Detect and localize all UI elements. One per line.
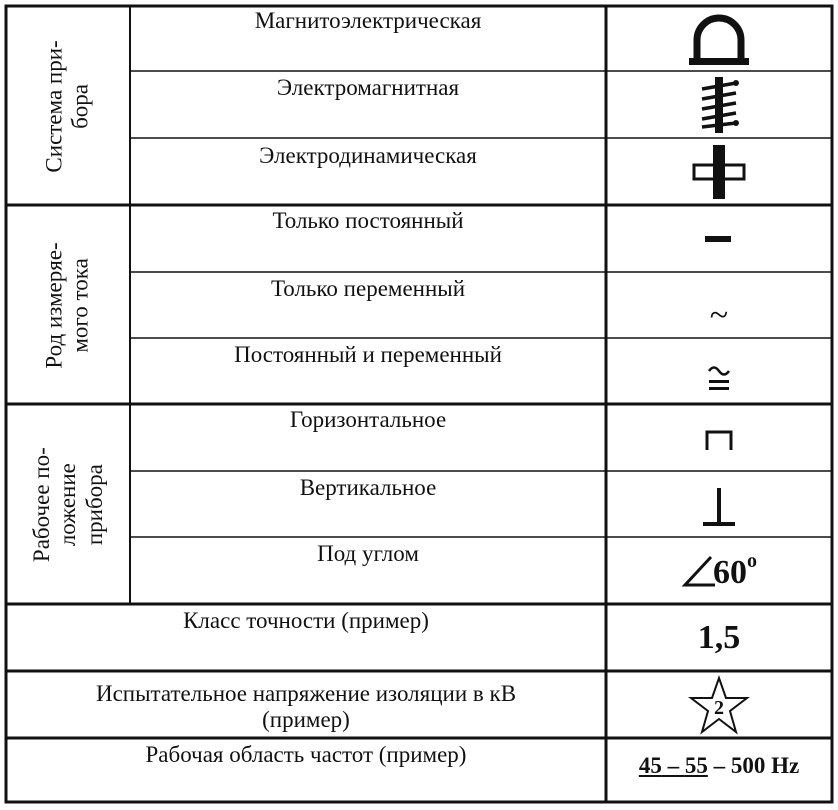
angle-position-icon	[608, 539, 830, 603]
row-label-dc-only: Только постоянный	[272, 208, 464, 233]
row-label-magnetoelectric: Магнитоэлектрическая	[254, 8, 482, 33]
group-instrument-system	[8, 8, 128, 204]
electromagnetic-icon	[608, 73, 830, 137]
ac-symbol-icon: ~	[709, 297, 729, 334]
group-line: ложение	[54, 462, 80, 547]
angle-degree-mark: o	[747, 549, 757, 572]
group-line: Род измеряе-	[41, 241, 67, 369]
row-label-electromagnetic: Электромагнитная	[276, 75, 460, 100]
group-working-position	[8, 406, 128, 603]
group-line: Рабочее по-	[28, 447, 54, 562]
accuracy-class-value: 1,5	[697, 619, 741, 656]
insulation-star-icon	[608, 673, 830, 737]
angle-value: 60	[713, 554, 747, 591]
row-label-accuracy-class: Класс точности (пример)	[183, 608, 429, 633]
group-line: прибора	[81, 463, 107, 546]
vertical-position-icon	[608, 473, 830, 537]
frequency-upper: – 500 Hz	[707, 753, 800, 778]
row-label-electrodynamic: Электродинамическая	[259, 143, 477, 168]
row-label-ac-dc: Постоянный и переменный	[234, 342, 502, 367]
frequency-range-value	[608, 740, 830, 792]
group-line: мого тока	[68, 257, 94, 353]
ac-dc-symbol-icon	[608, 340, 830, 404]
row-label-ac-only: Только переменный	[270, 276, 466, 301]
label-line: (пример)	[262, 707, 350, 732]
dc-symbol-icon	[608, 207, 830, 271]
row-label-horizontal: Горизонтальное	[289, 407, 447, 432]
frequency-lower: 45	[638, 753, 662, 778]
horizontal-position-icon	[608, 406, 830, 470]
row-label-insulation-voltage	[8, 676, 604, 738]
row-label-vertical: Вертикальное	[299, 475, 437, 500]
row-label-frequency-range: Рабочая область частот (пример)	[145, 742, 467, 767]
row-label-angle: Под углом	[317, 541, 419, 566]
frequency-nominal: 55	[684, 753, 708, 778]
frequency-dash: –	[661, 753, 685, 778]
group-current-type	[8, 207, 128, 403]
electrodynamic-icon	[608, 140, 830, 204]
group-line: Система при-	[41, 39, 67, 173]
group-line: бора	[68, 83, 93, 129]
magnetoelectric-icon	[608, 8, 830, 70]
label-line: Испытательное напряжение изоляции в кВ	[95, 680, 517, 706]
insulation-voltage-value: 2	[714, 697, 724, 719]
